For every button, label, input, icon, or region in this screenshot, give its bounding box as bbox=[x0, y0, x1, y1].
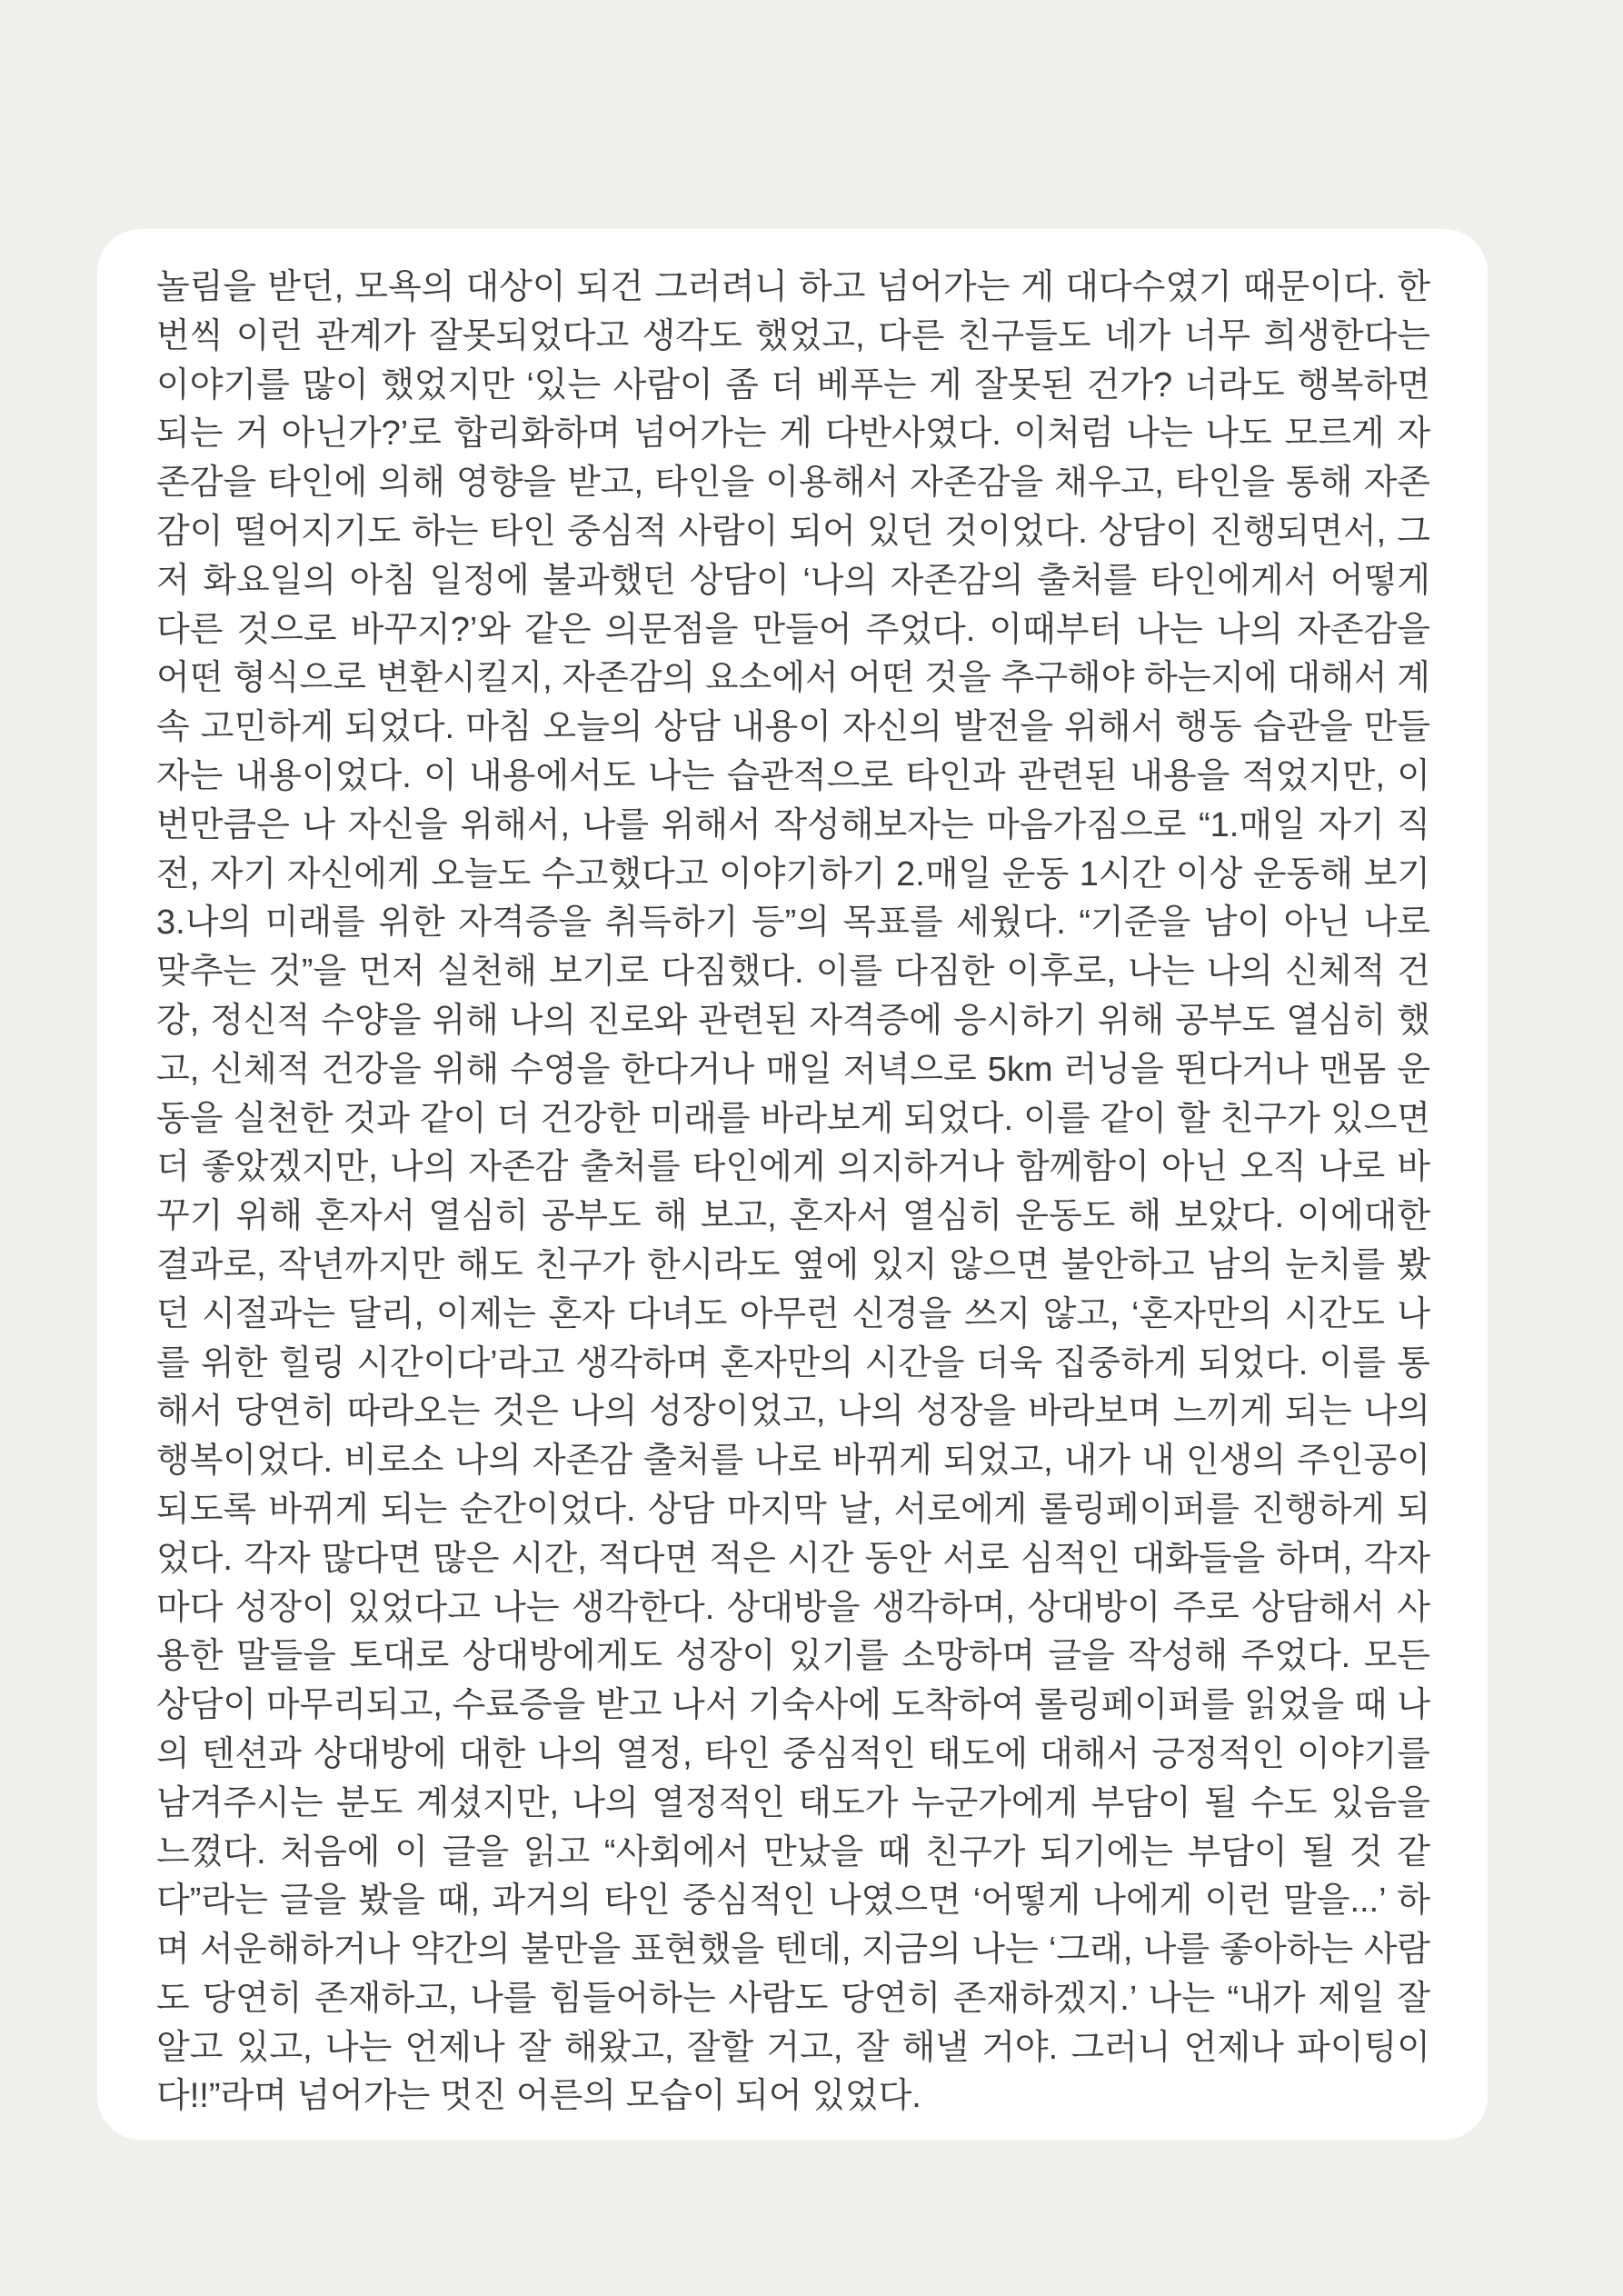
essay-card bbox=[97, 229, 1488, 2140]
essay-paragraph: 놀림을 받던, 모욕의 대상이 되건 그러려니 하고 넘어가는 게 대다수였기 때문이다. 한 번씩 이런 관계가 잘못되었다고 생각도 했었고, 다른 친구들도 네가 너무 희생한다는 이야기를 많이 했었지만 ‘있는 사람이 좀 더 베푸는 게 잘못된 건가? 너라도 행복하면 되는 거 아닌가?’로 합리화하며 넘어가는 게 다반사였다. 이처럼 나는 나도 모르게 자존감을 타인에 의해 영향을 받고, 타인을 이용해서 자존감을 채우고, 타인을 통해 자존감이 떨어지기도 하는 타인 중심적 사람이 되어 있던 것이었다. 상담이 진행되면서, 그저 화요일의 아침 일정에 불과했던 상담이 ‘나의 자존감의 출처를 타인에게서 어떻게 다른 것으로 바꾸지?’와 같은 의문점을 만들어 주었다. 이때부터 나는 나의 자존감을 어떤 형식으로 변환시킬지, 자존감의 요소에서 어떤 것을 추구해야 하는지에 대해서 계속 고민하게 되었다. 마침 오늘의 상담 내용이 자신의 발전을 위해서 행동 습관을 만들자는 내용이었다. 이 내용에서도 나는 습관적으로 타인과 관련된 내용을 적었지만, 이번만큼은 나 자신을 위해서, 나를 위해서 작성해보자는 마음가짐으로 “1.매일 자기 직전, 자기 자신에게 오늘도 수고했다고 이야기하기 2.매일 운동 1시간 이상 운동해 보기 3.나의 미래를 위한 자격증을 취득하기 등”의 목표를 세웠다. “기준을 남이 아닌 나로 맞추는 것”을 먼저 실천해 보기로 다짐했다. 이를 다짐한 이후로, 나는 나의 신체적 건강, 정신적 수양을 위해 나의 진로와 관련된 자격증에 응시하기 위해 공부도 열심히 했고, 신체적 건강을 위해 수영을 한다거나 매일 저녁으로 5km 러닝을 뛴다거나 맨몸 운동을 실천한 것과 같이 더 건강한 미래를 바라보게 되었다. 이를 같이 할 친구가 있으면 더 좋았겠지만, 나의 자존감 출처를 타인에게 의지하거나 함께함이 아닌 오직 나로 바꾸기 위해 혼자서 열심히 공부도 해 보고, 혼자서 열심히 운동도 해 보았다. 이에대한 결과로, 작년까지만 해도 친구가 한시라도 옆에 있지 않으면 불안하고 남의 눈치를 봤던 시절과는 달리, 이제는 혼자 다녀도 아무런 신경을 쓰지 않고, ‘혼자만의 시간도 나를 위한 힐링 시간이다’라고 생각하며 혼자만의 시간을 더욱 집중하게 되었다. 이를 통해서 당연히 따라오는 것은 나의 성장이었고, 나의 성장을 바라보며 느끼게 되는 나의 행복이었다. 비로소 나의 자존감 출처를 나로 바뀌게 되었고, 내가 내 인생의 주인공이 되도록 바뀌게 되는 순간이었다. 상담 마지막 날, 서로에게 롤링페이퍼를 진행하게 되었다. 각자 많다면 많은 시간, 적다면 적은 시간 동안 서로 심적인 대화들을 하며, 각자마다 성장이 있었다고 나는 생각한다. 상대방을 생각하며, 상대방이 주로 상담해서 사용한 말들을 토대로 상대방에게도 성장이 있기를 소망하며 글을 작성해 주었다. 모든 상담이 마무리되고, 수료증을 받고 나서 기숙사에 도착하여 롤링페이퍼를 읽었을 때 나의 텐션과 상대방에 대한 나의 열정, 타인 중심적인 태도에 대해서 긍정적인 이야기를 남겨주시는 분도 계셨지만, 나의 열정적인 태도가 누군가에게 부담이 될 수도 있음을 느꼈다. 처음에 이 글을 읽고 “사회에서 만났을 때 친구가 되기에는 부담이 될 것 같다”라는 글을 봤을 때, 과거의 타인 중심적인 나였으면 ‘어떻게 나에게 이런 말을...’ 하며 서운해하거나 약간의 불만을 표현했을 텐데, 지금의 나는 ‘그래, 나를 좋아하는 사람도 당연히 존재하고, 나를 힘들어하는 사람도 당연히 존재하겠지.’ 나는 “내가 제일 잘 알고 있고, 나는 언제나 잘 해왔고, 잘할 거고, 잘 해낼 거야. 그러니 언제나 파이팅이다!!”라며 넘어가는 멋진 어른의 모습이 되어 있었다. bbox=[156, 268, 1430, 2116]
essay-content bbox=[97, 229, 1488, 2121]
